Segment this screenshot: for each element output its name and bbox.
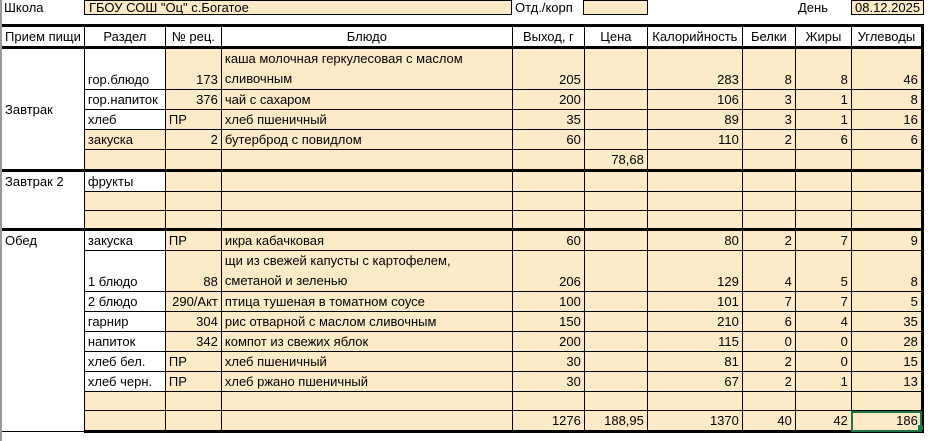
- dish-cell[interactable]: рис отварной с маслом сливочным: [221, 312, 512, 332]
- price-cell[interactable]: [584, 130, 647, 150]
- header-row: [2, 26, 922, 48]
- kcal-cell[interactable]: 210: [647, 312, 742, 332]
- kcal-cell[interactable]: [647, 211, 742, 230]
- dish-cell[interactable]: [221, 171, 512, 192]
- section-cell[interactable]: 2 блюдо: [84, 292, 165, 312]
- kcal-cell[interactable]: 80: [647, 230, 742, 251]
- section-cell[interactable]: [84, 192, 165, 211]
- recipe-cell[interactable]: 173: [165, 48, 221, 90]
- dept-field[interactable]: [583, 0, 648, 15]
- table-row-subtotal: [2, 150, 922, 171]
- fat-cell[interactable]: 8: [795, 48, 851, 90]
- carbs-cell[interactable]: [851, 192, 922, 211]
- section-cell[interactable]: закуска: [84, 230, 165, 251]
- price-total-cell[interactable]: 78,68: [584, 150, 647, 171]
- price-cell[interactable]: [584, 332, 647, 352]
- section-cell[interactable]: гарнир: [84, 312, 165, 332]
- carbs-cell[interactable]: 6: [851, 130, 922, 150]
- dish-line: сливочным: [224, 71, 293, 86]
- table-row: [2, 372, 922, 392]
- day-label: День: [798, 0, 828, 15]
- price-cell[interactable]: [584, 110, 647, 130]
- carbs-cell[interactable]: 13: [851, 372, 922, 392]
- recipe-cell[interactable]: 88: [165, 251, 221, 292]
- price-cell[interactable]: [584, 171, 647, 192]
- dish-cell[interactable]: компот из свежих яблок: [221, 332, 512, 352]
- dish-cell[interactable]: бутерброд с повидлом: [221, 130, 512, 150]
- recipe-cell[interactable]: [165, 211, 221, 230]
- price-cell[interactable]: [584, 372, 647, 392]
- table-row: [2, 230, 922, 251]
- yield-cell[interactable]: [512, 171, 584, 192]
- carbs-cell[interactable]: [851, 171, 922, 192]
- yield-cell[interactable]: 30: [512, 352, 584, 372]
- protein-cell[interactable]: 3: [742, 110, 795, 130]
- fat-cell[interactable]: 4: [795, 312, 851, 332]
- fat-cell[interactable]: 6: [795, 130, 851, 150]
- recipe-cell[interactable]: 376: [165, 90, 221, 110]
- recipe-cell[interactable]: 2: [165, 130, 221, 150]
- col-header-carbs: Углеводы: [851, 26, 922, 48]
- price-total-cell[interactable]: 188,95: [584, 411, 647, 432]
- yield-cell[interactable]: 35: [512, 110, 584, 130]
- section-cell[interactable]: хлеб черн.: [84, 372, 165, 392]
- col-header-dish: Блюдо: [221, 26, 512, 48]
- dish-cell[interactable]: хлеб пшеничный: [221, 110, 512, 130]
- yield-cell[interactable]: 150: [512, 312, 584, 332]
- col-header-price: Цена: [584, 26, 647, 48]
- table-row: [2, 211, 922, 230]
- recipe-cell[interactable]: ПР: [165, 230, 221, 251]
- table-row: [2, 171, 922, 192]
- selection-fill-handle[interactable]: [918, 425, 923, 430]
- carbs-cell[interactable]: 9: [851, 230, 922, 251]
- yield-cell[interactable]: 200: [512, 90, 584, 110]
- section-cell[interactable]: закуска: [84, 130, 165, 150]
- protein-cell[interactable]: [742, 392, 795, 411]
- fat-cell[interactable]: 0: [795, 332, 851, 352]
- dish-cell[interactable]: [221, 251, 512, 292]
- kcal-cell[interactable]: 115: [647, 332, 742, 352]
- table-row: [2, 192, 922, 211]
- fat-cell[interactable]: 1: [795, 110, 851, 130]
- fat-cell[interactable]: [795, 150, 851, 171]
- fat-cell[interactable]: 1: [795, 90, 851, 110]
- section-cell[interactable]: [84, 411, 165, 432]
- dish-cell[interactable]: икра кабачковая: [221, 230, 512, 251]
- fat-cell[interactable]: 5: [795, 251, 851, 292]
- fat-cell[interactable]: 0: [795, 352, 851, 372]
- section-cell[interactable]: [84, 211, 165, 230]
- dish-cell[interactable]: [221, 411, 512, 432]
- col-header-yield: Выход, г: [512, 26, 584, 48]
- yield-total-cell[interactable]: 1276: [512, 411, 584, 432]
- yield-cell[interactable]: 205: [512, 48, 584, 90]
- protein-cell[interactable]: 6: [742, 312, 795, 332]
- meal-name[interactable]: Завтрак: [2, 48, 84, 171]
- protein-cell[interactable]: [742, 211, 795, 230]
- recipe-cell[interactable]: [165, 171, 221, 192]
- table-row: [2, 90, 922, 110]
- col-header-protein: Белки: [742, 26, 795, 48]
- fat-cell[interactable]: [795, 211, 851, 230]
- meal-name[interactable]: Завтрак 2: [2, 171, 84, 230]
- recipe-cell[interactable]: 304: [165, 312, 221, 332]
- yield-cell[interactable]: [512, 392, 584, 411]
- dish-cell[interactable]: [221, 192, 512, 211]
- kcal-cell[interactable]: 67: [647, 372, 742, 392]
- section-cell[interactable]: фрукты: [84, 171, 165, 192]
- dish-cell[interactable]: хлеб ржано пшеничный: [221, 372, 512, 392]
- price-cell[interactable]: [584, 392, 647, 411]
- protein-cell[interactable]: [742, 150, 795, 171]
- carbs-cell[interactable]: 16: [851, 110, 922, 130]
- recipe-cell[interactable]: [165, 411, 221, 432]
- kcal-cell[interactable]: [647, 392, 742, 411]
- yield-cell[interactable]: [512, 192, 584, 211]
- protein-cell[interactable]: 0: [742, 332, 795, 352]
- price-cell[interactable]: [584, 48, 647, 90]
- protein-cell[interactable]: 8: [742, 48, 795, 90]
- yield-cell[interactable]: 200: [512, 332, 584, 352]
- dish-line: сметаной и зеленью: [224, 273, 348, 288]
- carbs-total-cell-selected[interactable]: 186: [851, 411, 922, 432]
- section-cell[interactable]: 1 блюдо: [84, 251, 165, 292]
- carbs-cell[interactable]: 46: [851, 48, 922, 90]
- dish-cell[interactable]: [221, 150, 512, 171]
- carbs-cell[interactable]: 28: [851, 332, 922, 352]
- table-row: [2, 352, 922, 372]
- table-row: [2, 130, 922, 150]
- carbs-cell[interactable]: 5: [851, 292, 922, 312]
- protein-cell[interactable]: [742, 171, 795, 192]
- price-cell[interactable]: [584, 292, 647, 312]
- carbs-cell[interactable]: 8: [851, 251, 922, 292]
- section-cell[interactable]: хлеб: [84, 110, 165, 130]
- fat-total-cell[interactable]: 42: [795, 411, 851, 432]
- price-cell[interactable]: [584, 211, 647, 230]
- kcal-cell[interactable]: [647, 171, 742, 192]
- day-field[interactable]: 08.12.2025: [851, 0, 924, 15]
- price-cell[interactable]: [584, 230, 647, 251]
- col-header-meal: Прием пищи: [2, 26, 84, 48]
- recipe-cell[interactable]: 342: [165, 332, 221, 352]
- table-row: [2, 48, 922, 90]
- carbs-cell[interactable]: [851, 392, 922, 411]
- dish-cell[interactable]: чай с сахаром: [221, 90, 512, 110]
- recipe-cell[interactable]: ПР: [165, 352, 221, 372]
- protein-cell[interactable]: [742, 192, 795, 211]
- protein-cell[interactable]: 3: [742, 90, 795, 110]
- recipe-cell[interactable]: [165, 150, 221, 171]
- school-label: Школа: [4, 0, 44, 15]
- dept-label: Отд./корп: [515, 0, 573, 15]
- section-cell[interactable]: [84, 392, 165, 411]
- col-header-kcal: Калорийность: [647, 26, 742, 48]
- recipe-cell[interactable]: ПР: [165, 110, 221, 130]
- kcal-cell[interactable]: 81: [647, 352, 742, 372]
- dish-line: щи из свежей капусты с картофелем,: [224, 253, 451, 268]
- menu-table: [2, 24, 924, 433]
- protein-total-cell[interactable]: 40: [742, 411, 795, 432]
- section-cell[interactable]: напиток: [84, 332, 165, 352]
- fat-cell[interactable]: 7: [795, 230, 851, 251]
- col-header-fat: Жиры: [795, 26, 851, 48]
- fat-cell[interactable]: [795, 392, 851, 411]
- kcal-cell[interactable]: 106: [647, 90, 742, 110]
- kcal-cell[interactable]: [647, 192, 742, 211]
- section-cell[interactable]: хлеб бел.: [84, 352, 165, 372]
- protein-cell[interactable]: 4: [742, 251, 795, 292]
- carbs-cell[interactable]: 35: [851, 312, 922, 332]
- table-row: [2, 312, 922, 332]
- fat-cell[interactable]: 7: [795, 292, 851, 312]
- carbs-cell[interactable]: 15: [851, 352, 922, 372]
- recipe-cell[interactable]: [165, 392, 221, 411]
- protein-cell[interactable]: 7: [742, 292, 795, 312]
- table-row: [2, 292, 922, 312]
- dish-cell[interactable]: [221, 392, 512, 411]
- kcal-cell[interactable]: 101: [647, 292, 742, 312]
- fat-cell[interactable]: [795, 171, 851, 192]
- meal-name[interactable]: Обед: [2, 230, 84, 432]
- protein-cell[interactable]: 2: [742, 372, 795, 392]
- fat-cell[interactable]: 1: [795, 372, 851, 392]
- section-cell[interactable]: гор.напиток: [84, 90, 165, 110]
- recipe-cell[interactable]: [165, 192, 221, 211]
- carbs-cell[interactable]: [851, 150, 922, 171]
- table-row: [2, 251, 922, 292]
- dish-line: каша молочная геркулесовая с маслом: [224, 51, 463, 66]
- yield-cell[interactable]: 30: [512, 372, 584, 392]
- yield-cell[interactable]: 60: [512, 130, 584, 150]
- fat-cell[interactable]: [795, 192, 851, 211]
- carbs-cell[interactable]: [851, 211, 922, 230]
- protein-cell[interactable]: 2: [742, 130, 795, 150]
- dish-cell[interactable]: [221, 48, 512, 90]
- section-cell[interactable]: [84, 150, 165, 171]
- kcal-cell[interactable]: 129: [647, 251, 742, 292]
- table-row: [2, 332, 922, 352]
- kcal-total-cell[interactable]: 1370: [647, 411, 742, 432]
- yield-cell[interactable]: [512, 211, 584, 230]
- kcal-cell[interactable]: 283: [647, 48, 742, 90]
- price-cell[interactable]: [584, 251, 647, 292]
- dish-cell[interactable]: хлеб пшеничный: [221, 352, 512, 372]
- recipe-cell[interactable]: 290/Акт: [165, 292, 221, 312]
- yield-cell[interactable]: 60: [512, 230, 584, 251]
- price-cell[interactable]: [584, 352, 647, 372]
- price-cell[interactable]: [584, 312, 647, 332]
- yield-cell[interactable]: 100: [512, 292, 584, 312]
- kcal-cell[interactable]: 110: [647, 130, 742, 150]
- yield-cell[interactable]: 206: [512, 251, 584, 292]
- table-row-total: [2, 411, 922, 432]
- carbs-cell[interactable]: 8: [851, 90, 922, 110]
- kcal-cell[interactable]: 89: [647, 110, 742, 130]
- col-header-section: Раздел: [84, 26, 165, 48]
- yield-cell[interactable]: [512, 150, 584, 171]
- section-cell[interactable]: гор.блюдо: [84, 48, 165, 90]
- price-cell[interactable]: [584, 192, 647, 211]
- col-header-recipe: № рец.: [165, 26, 221, 48]
- kcal-cell[interactable]: [647, 150, 742, 171]
- school-field[interactable]: ГБОУ СОШ "Оц" с.Богатое: [84, 0, 512, 15]
- dish-cell[interactable]: [221, 211, 512, 230]
- protein-cell[interactable]: 2: [742, 230, 795, 251]
- dish-cell[interactable]: птица тушеная в томатном соусе: [221, 292, 512, 312]
- table-row: [2, 110, 922, 130]
- protein-cell[interactable]: 2: [742, 352, 795, 372]
- recipe-cell[interactable]: ПР: [165, 372, 221, 392]
- table-row: [2, 392, 922, 411]
- price-cell[interactable]: [584, 90, 647, 110]
